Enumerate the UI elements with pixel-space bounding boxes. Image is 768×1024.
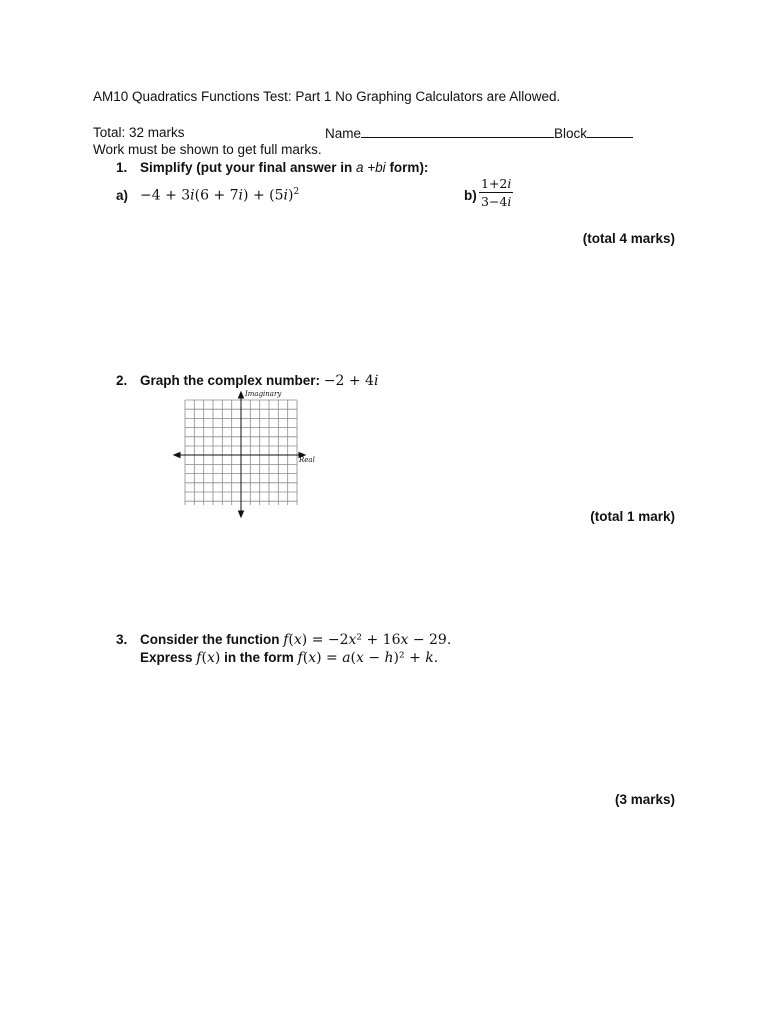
q3-number: 3. xyxy=(116,632,128,647)
page-title: AM10 Quadratics Functions Test: Part 1 No Graphing Calculators are Allowed. xyxy=(93,89,561,104)
q2-number: 2. xyxy=(116,373,128,388)
q1a-exponent: 2 xyxy=(293,187,300,197)
q1-marks: (total 4 marks) xyxy=(582,231,675,246)
instructions: Work must be shown to get full marks. xyxy=(93,142,322,157)
real-axis-left-arrow xyxy=(174,453,180,458)
q2-marks: (total 1 mark) xyxy=(590,509,675,524)
q3-line1 xyxy=(140,632,451,648)
total-marks: Total: 32 marks xyxy=(93,125,185,140)
q1a-expression xyxy=(140,187,299,204)
block-label: Block xyxy=(554,126,588,141)
imaginary-axis-up-arrow xyxy=(239,392,244,398)
q3-fx: 𝑓(𝑥) xyxy=(196,650,221,666)
q3-vertex-form-expr: 𝑓(𝑥) = 𝑎(𝑥 − ℎ)² + 𝑘. xyxy=(297,650,439,666)
block-blank xyxy=(587,125,633,138)
q1-prompt-post: form): xyxy=(385,160,429,175)
axes xyxy=(174,392,305,517)
q1b-label: b) xyxy=(464,188,477,203)
q3-function-expr: 𝑓(𝑥) = −2𝑥² + 16𝑥 − 29. xyxy=(283,632,452,648)
q3-line2-pre: Express xyxy=(140,650,197,665)
q1-prompt-form: a +bi xyxy=(356,160,386,175)
q2-prompt xyxy=(140,373,378,389)
q1-prompt xyxy=(140,160,428,175)
q2-expr: −2 + 4𝑖 xyxy=(323,373,379,389)
q1a-label: a) xyxy=(116,188,129,203)
q3-line2-mid: in the form xyxy=(220,650,298,665)
q3-line1-text: Consider the function xyxy=(140,632,284,647)
q1b-fraction xyxy=(479,176,513,209)
complex-plane-grid[interactable] xyxy=(170,388,320,520)
q3-marks: (3 marks) xyxy=(614,792,675,807)
name-field[interactable] xyxy=(325,125,633,141)
q1-prompt-pre: Simplify (put your final answer in xyxy=(140,160,357,175)
q2-prompt-text: Graph the complex number: xyxy=(140,373,324,388)
q1b-denominator: 3−4𝑖 xyxy=(481,194,512,209)
name-blank xyxy=(361,125,554,138)
q3-line2 xyxy=(140,650,438,666)
q1a-expr: −4 + 3𝑖(6 + 7𝑖) + (5𝑖) xyxy=(140,187,294,204)
imaginary-axis-down-arrow xyxy=(239,511,244,517)
imaginary-axis-label: Imaginary xyxy=(245,390,282,398)
q1-number: 1. xyxy=(116,160,128,175)
name-label: Name xyxy=(325,126,362,141)
real-axis-label: Real xyxy=(299,456,315,464)
q1b-numerator: 1+2𝑖 xyxy=(481,176,512,191)
